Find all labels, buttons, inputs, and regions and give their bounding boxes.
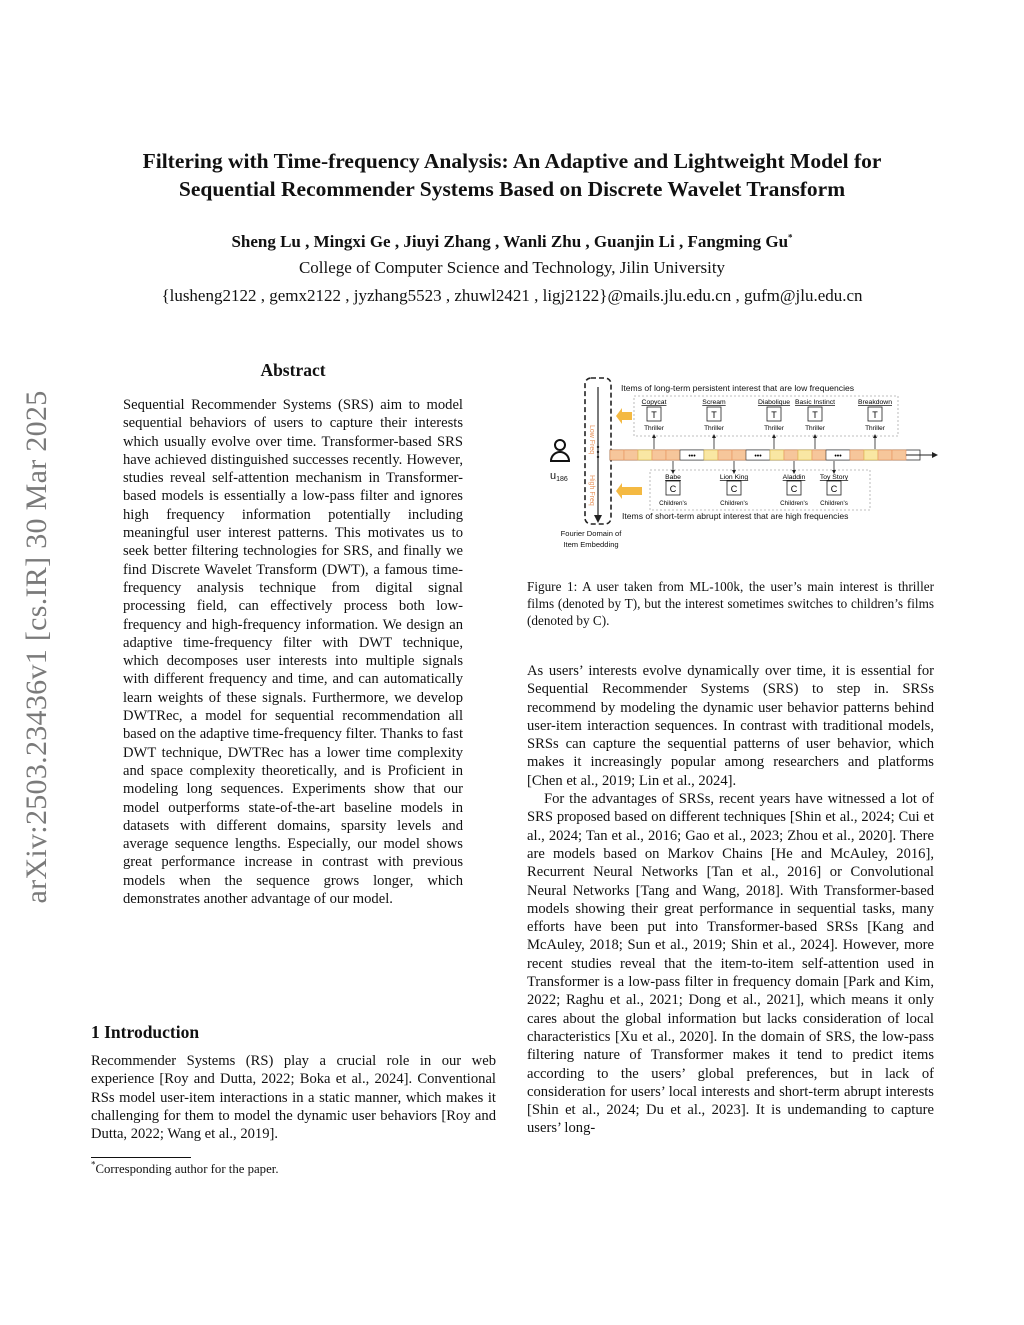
film-title: Copycat [641, 399, 667, 406]
high-freq-arrow [616, 483, 642, 499]
film-letter: T [872, 410, 878, 420]
film-scream [702, 399, 726, 449]
low-freq-label: Low Freq [588, 425, 595, 455]
film-babe [659, 461, 687, 507]
film-letter: C [730, 484, 738, 494]
sequence-ellipsis-2: ••• [754, 453, 762, 460]
film-genre: Thriller [644, 425, 664, 432]
film-letter: C [669, 484, 677, 494]
affiliation: College of Computer Science and Technology, Jilin University [298, 258, 726, 277]
footnote-text: Corresponding author for the paper. [95, 1162, 279, 1176]
sequence-ellipsis-1: ••• [688, 453, 696, 460]
film-genre: Thriller [865, 425, 885, 432]
footnote-rule [91, 1157, 191, 1158]
arxiv-stamp: arXiv:2503.23436v1 [cs.IR] 30 Mar 2025 [20, 390, 53, 904]
film-letter: T [711, 410, 717, 420]
interaction-sequence [610, 450, 938, 460]
right-column-body [527, 662, 934, 1138]
film-title: Scream [702, 399, 726, 406]
frequency-axis-arrowhead [594, 515, 602, 523]
author-footnote-mark: * [788, 232, 793, 243]
film-aladdin [780, 461, 808, 507]
film-basic-instinct [795, 399, 835, 449]
abstract-heading: Abstract [260, 360, 326, 380]
footnote [91, 1161, 496, 1177]
film-genre: Children's [780, 500, 808, 507]
title-line-2: Sequential Recommender Systems Based on Discrete Wavelet Transform [178, 177, 846, 201]
film-genre: Children's [820, 500, 848, 507]
film-title: Basic Instinct [794, 399, 836, 406]
figure-1-diagram [538, 375, 938, 555]
film-title: Aladdin [782, 474, 806, 481]
sequence-ellipsis-3: ••• [834, 453, 842, 460]
paragraph-2: For the advantages of SRSs, recent years have witnessed a lot of SRS proposed based on different techniques [Shin et al., 2024; Cui et al., 2024; Tan et al., 2016; Gao et al., 2023; Zhou et al., 2020]. There are models based on Markov Chains [He and McAuley, 2016], Recurrent Neural Networks [Tan et al., 2016] or Convolutional Neural Networks [Tang and Wang, 2018]. With Transformer-based models showing their great performance in sequential tasks, many efforts have been put into Transformer-based SRSs [Kang and McAuley, 2018; Sun et al., 2019; Shin et al., 2024]. However, more recent studies reveal that the item-to-item self-attention used in Transformer is a low-pass filter in frequency domain [Park and Kim, 2022; Raghu et al., 2021; Dong et al., 2021], which means it only cares about the global information but lacks consideration of local characteristics [Xu et al., 2020]. In the domain of SRS, the low-pass filtering nature of Transformer makes it tend to predict items according to the users’ global preferences, but in lack of consideration for users’ local interests and short-term abrupt interests [Shin et al., 2024; Du et al., 2023]. It is undemanding to capture users’ long- [527, 791, 934, 1137]
fourier-domain-label-2: Item Embedding [563, 540, 619, 549]
author-list [60, 232, 964, 252]
short-term-interest-label: Items of short-term abrupt interest that are high frequencies [622, 511, 849, 521]
film-genre: Thriller [704, 425, 724, 432]
author-emails: {lusheng2122 , gemx2122 , jyzhang5523 , zhuwl2421 , ligj2122}@mails.jlu.edu.cn , gufm@jlu.edu.cn [161, 286, 863, 305]
film-title: Toy Story [819, 474, 849, 481]
film-letter: T [651, 410, 657, 420]
film-title: Babe [665, 474, 681, 481]
user-id-label: u186 [550, 470, 568, 483]
paragraph-1: As users’ interests evolve dynamically over time, it is essential for Sequential Recommender Systems (SRS) to step in. SRSs recommend by modeling the dynamic user behavior patterns behind user-item interaction sequences. In contrast with traditional models, SRSs can capture the sequential patterns of user behavior, which makes it increasingly popular among researchers and platforms [Chen et al., 2019; Lin et al., 2024]. [527, 663, 934, 789]
user-icon [551, 440, 569, 461]
footnote-mark: * [91, 1159, 96, 1170]
authors-text: Sheng Lu , Mingxi Ge , Jiuyi Zhang , Wanli Zhu , Guanjin Li , Fangming Gu [231, 232, 789, 251]
abstract-body: Sequential Recommender Systems (SRS) aim to model sequential behaviors of users to capture their interests which usually evolve over time. Transformer-based SRS have achieved distinguished successes recently. However, studies reveal self-attention mechanism in Transformer-based models is essentially a low-pass filter and ignores high frequency information potentially including meaningful user interest patterns. This motivates us to seek better filtering technologies for SRS, and finally we find Discrete Wavelet Transform (DWT), a famous time-frequency analysis technique from digital signal processing field, can effectively process both low-frequency and high-frequency information. We design an adaptive time-frequency filter with DWT technique, which decomposes user interests into multiple signals with different frequency and time, and can automatically learn weights of these signals. Furthermore, we develop DWTRec, a model for sequential recommendation all based on the adaptive time-frequency filter. Thanks to fast DWT technique, DWTRec has a lower time complexity and space complexity theoretically, and is Proficient in modeling long sequences. Experiments show that our model outperforms state-of-the-art baseline models in datasets with different domains, sparsity levels and average sequence lengths. Especially, our model shows great performance increase in contrast with previous models when the sequence grows longer, which demonstrates another advantage of our model. [123, 397, 463, 908]
low-freq-arrow [616, 408, 632, 424]
film-letter: C [790, 484, 798, 494]
film-letter: T [771, 410, 777, 420]
film-title: Breakdown [857, 399, 893, 406]
film-copycat [642, 399, 667, 449]
film-genre: Thriller [764, 425, 784, 432]
film-toy-story [820, 461, 849, 507]
film-genre: Thriller [805, 425, 825, 432]
title-line-1: Filtering with Time-frequency Analysis: An Adaptive and Lightweight Model for [142, 149, 882, 173]
section-heading-introduction: 1 Introduction [91, 1022, 200, 1042]
film-letter: C [830, 484, 838, 494]
introduction-paragraph: Recommender Systems (RS) play a crucial role in our web experience [Roy and Dutta, 2022; Boka et al., 2024]. Conventional RSs model user-item interactions in a static manner, which makes it challenging for them to model the dynamic user behaviors [Roy and Dutta, 2022; Wang et al., 2019]. [91, 1053, 496, 1143]
film-letter: T [812, 410, 818, 420]
fourier-domain-label-1: Fourier Domain of [560, 529, 622, 538]
film-genre: Children's [659, 500, 687, 507]
paper-title [60, 147, 964, 203]
figure-1-caption: Figure 1: A user taken from ML-100k, the user’s main interest is thriller films (denoted by T), but the interest sometimes switches to children’s films (denoted by C). [527, 579, 934, 628]
film-title: Diabolique [757, 399, 791, 406]
film-genre: Children's [720, 500, 748, 507]
film-lion-king [720, 461, 749, 507]
high-freq-label: High Freq [588, 475, 595, 506]
film-diabolique [758, 399, 790, 449]
long-term-interest-label: Items of long-term persistent interest that are low frequencies [621, 383, 855, 393]
film-breakdown [858, 399, 892, 449]
film-title: Lion King [719, 474, 749, 481]
